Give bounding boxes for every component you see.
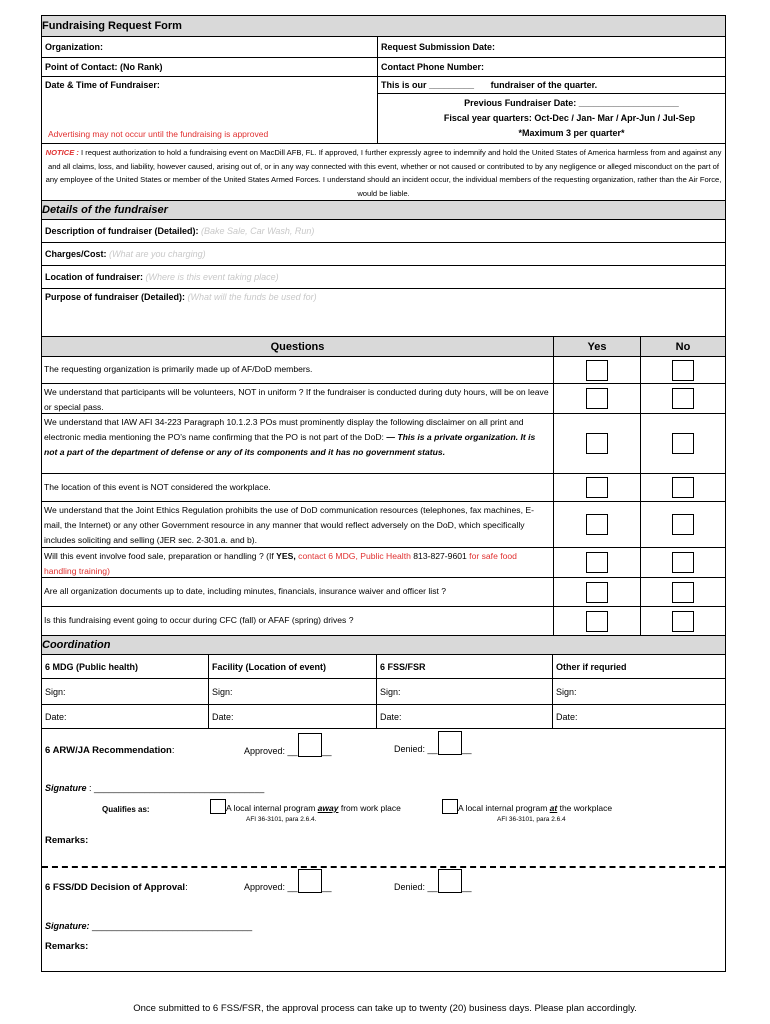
workplace-program-emphasis: at bbox=[549, 803, 558, 813]
qualifies-as-label: Qualifies as: bbox=[102, 805, 150, 814]
away-program-emphasis: away bbox=[317, 803, 339, 813]
question-text-plain: We understand that IAW AFI 34-223 Paragraph 10.1.2.3 POs must prominently display the following disclaimer on all print and electronic media mentioning the PO’s name confirming that the PO is not part of the DoD: bbox=[44, 417, 524, 443]
poc-field[interactable]: Point of Contact: (No Rank) bbox=[42, 58, 378, 76]
details-title: Details of the fundraiser bbox=[42, 201, 725, 220]
yes-checkbox[interactable] bbox=[586, 388, 608, 409]
facility-date-field[interactable]: Date: bbox=[209, 705, 377, 728]
question-row bbox=[42, 548, 725, 578]
no-header: No bbox=[675, 340, 691, 353]
purpose-label: Purpose of fundraiser (Detailed): bbox=[45, 292, 186, 302]
datetime-field[interactable]: Date & Time of Fundraiser: bbox=[45, 80, 160, 90]
question-row bbox=[42, 502, 725, 548]
q6-contact: contact 6 MDG, Public Health bbox=[295, 551, 414, 561]
arw-signature-label: Signature bbox=[45, 783, 87, 793]
question-row bbox=[42, 474, 725, 502]
fss-approved-underline: __ bbox=[321, 882, 332, 892]
notice-label: NOTICE : bbox=[45, 148, 79, 157]
location-label: Location of fundraiser: bbox=[45, 272, 144, 282]
location-field[interactable] bbox=[42, 266, 282, 288]
fss-sign-field[interactable]: Sign: bbox=[377, 679, 553, 704]
no-checkbox[interactable] bbox=[672, 388, 694, 409]
fundraising-form bbox=[41, 15, 726, 972]
workplace-program-checkbox[interactable] bbox=[442, 799, 458, 814]
description-label: Description of fundraiser (Detailed): bbox=[45, 226, 199, 236]
workplace-program-text-a: A local internal program bbox=[458, 803, 550, 813]
question-text: Are all organization documents up to date, including minutes, financials, insurance waiver and officer list ? bbox=[42, 578, 554, 606]
purpose-field[interactable] bbox=[42, 289, 320, 336]
no-checkbox[interactable] bbox=[672, 514, 694, 535]
yes-checkbox[interactable] bbox=[586, 552, 608, 573]
organization-field[interactable]: Organization: bbox=[42, 37, 378, 57]
no-checkbox[interactable] bbox=[672, 360, 694, 381]
footer-note: Once submitted to 6 FSS/FSR, the approval process can take up to twenty (20) business days. Please plan accordingly. bbox=[133, 1003, 637, 1014]
fss-signature-label: Signature: bbox=[45, 921, 90, 931]
arw-denied-label: Denied: __ bbox=[394, 744, 438, 754]
facility-sign-field[interactable]: Sign: bbox=[209, 679, 377, 704]
yes-checkbox[interactable] bbox=[586, 611, 608, 632]
away-program-reference: AFI 36-3101, para 2.6.4. bbox=[246, 816, 317, 823]
arw-remarks-field[interactable]: Remarks: bbox=[45, 835, 89, 846]
yes-checkbox[interactable] bbox=[586, 582, 608, 603]
fss-label: 6 FSS/DD Decision of Approval bbox=[45, 882, 186, 893]
question-row bbox=[42, 578, 725, 607]
question-text bbox=[42, 548, 554, 577]
arw-denied-checkbox[interactable] bbox=[438, 731, 462, 755]
arw-denied-underline: __ bbox=[461, 744, 472, 754]
advertising-note: Advertising may not occur until the fundraising is approved bbox=[48, 129, 269, 139]
fss-denied-label: Denied: __ bbox=[394, 882, 438, 892]
arw-approved-checkbox[interactable] bbox=[298, 733, 322, 757]
arw-signature[interactable] bbox=[45, 783, 264, 793]
question-row bbox=[42, 414, 725, 474]
question-text: We understand that participants will be volunteers, NOT in uniform ? If the fundraiser is conducted during duty hours, will be on leave or special pass. bbox=[42, 384, 554, 413]
location-hint: (Where is this event taking place) bbox=[145, 272, 279, 282]
fss-signature[interactable] bbox=[45, 921, 252, 931]
yes-checkbox[interactable] bbox=[586, 433, 608, 454]
maximum-per-quarter: *Maximum 3 per quarter* bbox=[518, 128, 625, 138]
other-sign-field[interactable]: Sign: bbox=[556, 687, 577, 697]
arw-colon: : bbox=[171, 745, 175, 756]
notice-text: I request authorization to hold a fundraising event on MacDill AFB, FL. If approved, I further expressly agree to indemnify and hold the United States of America harmless from and against any and all claims, loss, and liability, however caused, arising out of, or in any way connected with this event, whether or not caused or contributed to by any negligence or alleged misconduct on the part of any employee of the United States or member of the United States Armed Forces. I understand should an incident occur, the individual members of the requesting organization, rather than the Air Force, would be liable. bbox=[45, 148, 722, 198]
description-field[interactable] bbox=[42, 220, 317, 242]
arw-approved-underline: __ bbox=[321, 746, 332, 756]
fss-colon: : bbox=[185, 882, 188, 893]
fundraiser-of-quarter: fundraiser of the quarter. bbox=[490, 80, 598, 90]
disclaimer-text: — This is a private organization. It is not a part of the department of defense or any of its components and it has no government status. bbox=[44, 432, 536, 458]
no-checkbox[interactable] bbox=[672, 611, 694, 632]
fss-column-header: 6 FSS/FSR bbox=[377, 655, 553, 678]
question-text: We understand that the Joint Ethics Regulation prohibits the use of DoD communication resources (telephones, fax machines, E-mail, the Internet) or any other Government resource in any manner that would reflect adversely on the DoD, which specifically includes soliciting and selling (JER sec. 2-301.a. and b). bbox=[42, 502, 554, 547]
yes-checkbox[interactable] bbox=[586, 360, 608, 381]
previous-fundraiser-date[interactable]: Previous Fundraiser Date: ____________________ bbox=[464, 98, 679, 108]
mdg-column-header: 6 MDG (Public health) bbox=[42, 655, 209, 678]
coordination-title: Coordination bbox=[42, 636, 725, 655]
no-checkbox[interactable] bbox=[672, 552, 694, 573]
questions-header: Questions bbox=[42, 337, 554, 356]
question-text: The location of this event is NOT considered the workplace. bbox=[42, 474, 554, 501]
mdg-sign-field[interactable]: Sign: bbox=[42, 679, 209, 704]
question-text: Is this fundraising event going to occur during CFC (fall) or AFAF (spring) drives ? bbox=[42, 607, 554, 635]
q6-training: for safe food handling training) bbox=[44, 551, 517, 577]
arw-label: 6 ARW/JA Recommendation bbox=[45, 745, 172, 756]
yes-header: Yes bbox=[554, 337, 641, 356]
fss-denied-checkbox[interactable] bbox=[438, 869, 462, 893]
arw-approved-label: Approved: __ bbox=[244, 746, 298, 756]
fss-approved-checkbox[interactable] bbox=[298, 869, 322, 893]
no-checkbox[interactable] bbox=[672, 582, 694, 603]
form-title: Fundraising Request Form bbox=[42, 16, 725, 37]
notice-paragraph bbox=[42, 144, 725, 200]
charges-hint: (What are you charging) bbox=[109, 249, 206, 259]
away-program-checkbox[interactable] bbox=[210, 799, 226, 814]
workplace-program-reference: AFI 36-3101, para 2.6.4 bbox=[497, 816, 566, 823]
fss-approved-label: Approved: __ bbox=[244, 882, 298, 892]
q6-phone: 813-827-9601 bbox=[413, 551, 467, 561]
charges-label: Charges/Cost: bbox=[45, 249, 107, 259]
no-checkbox[interactable] bbox=[672, 477, 694, 498]
yes-checkbox[interactable] bbox=[586, 514, 608, 535]
purpose-hint: (What will the funds be used for) bbox=[187, 292, 317, 302]
this-is-our[interactable]: This is our _________ bbox=[381, 80, 475, 90]
description-hint: (Bake Sale, Car Wash, Run) bbox=[201, 226, 315, 236]
question-text: The requesting organization is primarily made up of AF/DoD members. bbox=[42, 357, 554, 383]
q6-text: Will this event involve food sale, preparation or handling ? (If bbox=[44, 551, 277, 561]
phone-field[interactable]: Contact Phone Number: bbox=[381, 62, 485, 72]
arw-signature-line: : __________________________________ bbox=[86, 783, 265, 793]
q6-yes: YES, bbox=[276, 551, 296, 561]
arw-recommendation-section bbox=[42, 729, 725, 868]
question-row bbox=[42, 357, 725, 384]
other-date-field[interactable]: Date: bbox=[556, 712, 578, 722]
no-checkbox[interactable] bbox=[672, 433, 694, 454]
yes-checkbox[interactable] bbox=[586, 477, 608, 498]
question-row bbox=[42, 384, 725, 414]
question-row bbox=[42, 607, 725, 636]
question-text bbox=[42, 414, 554, 473]
fss-approval-section bbox=[42, 868, 725, 971]
fss-date-field[interactable]: Date: bbox=[377, 705, 553, 728]
away-program-text-a: A local internal program bbox=[226, 803, 318, 813]
fss-denied-underline: __ bbox=[461, 882, 472, 892]
away-program-text-c: from work place bbox=[338, 803, 401, 813]
other-column-header: Other if requried bbox=[556, 662, 627, 672]
fss-signature-line: ________________________________ bbox=[89, 921, 253, 931]
mdg-date-field[interactable]: Date: bbox=[42, 705, 209, 728]
fss-remarks-field[interactable]: Remarks: bbox=[45, 941, 89, 952]
request-date-field[interactable]: Request Submission Date: bbox=[381, 42, 496, 52]
workplace-program-text-c: the workplace bbox=[557, 803, 613, 813]
charges-field[interactable] bbox=[42, 243, 209, 265]
fiscal-quarters: Fiscal year quarters: Oct-Dec / Jan- Mar / Apr-Jun / Jul-Sep bbox=[443, 113, 696, 123]
facility-column-header: Facility (Location of event) bbox=[209, 655, 377, 678]
